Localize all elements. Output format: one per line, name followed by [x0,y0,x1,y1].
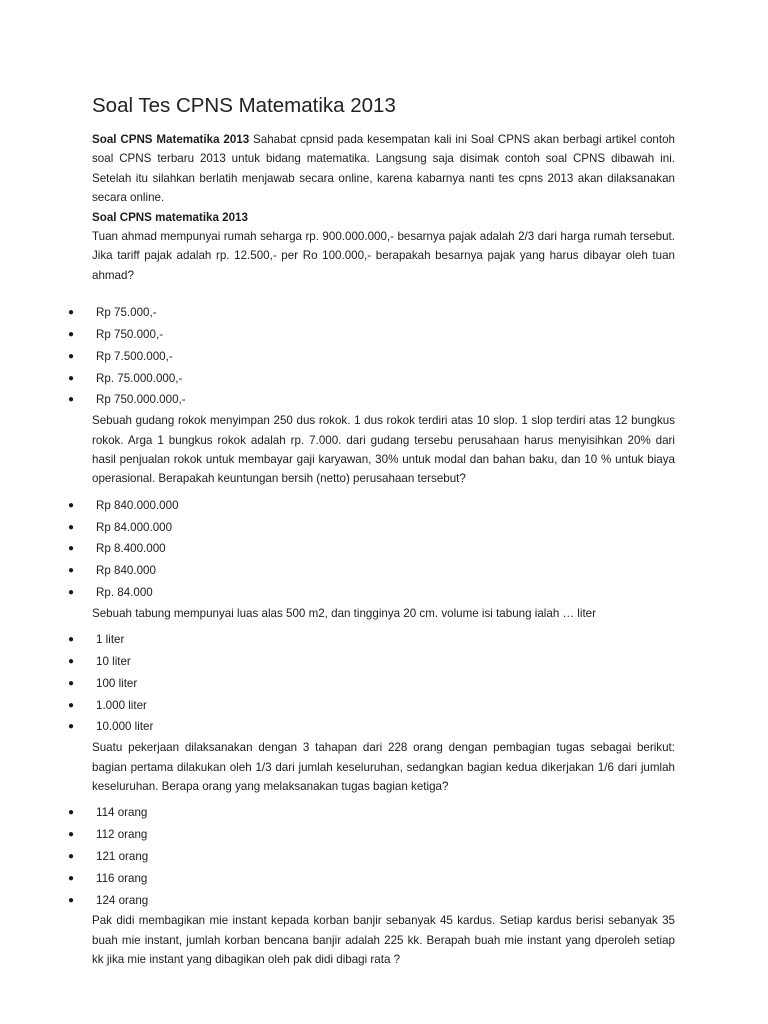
question-4-options [68,802,675,911]
option-text: 1 liter [96,633,125,647]
question-2-text: Sebuah gudang rokok menyimpan 250 dus rokok. 1 dus rokok terdiri atas 10 slop. 1 slop terdiri atas 12 bungkus rokok. Arga 1 bungkus rokok adalah rp. 7.000. dari gudang tersebu perusahaan harus menyisihkan 20% dari hasil penjualan rokok untuk membayar gaji karyawan, 30% untuk modal dan bahan baku, dan 10 % untuk biaya operasional. Berapakah keuntungan bersih (netto) perusahaan tersebut? [92,414,675,486]
option-item [68,368,675,390]
option-text: 124 orang [96,893,149,907]
option-text: Rp 8.400.000 [96,542,166,556]
bullet-icon: ● [68,329,75,341]
option-text: 116 orang [96,871,148,885]
bullet-icon: ● [68,677,75,689]
option-item [68,538,675,560]
bullet-icon: ● [68,851,75,863]
option-text: 100 liter [96,676,138,690]
question-5-text: Pak didi membagikan mie instant kepada korban banjir sebanyak 45 kardus. Setiap kardus berisi sebanyak 35 buah mie instant, jumlah korban bencana banjir adalah 225 kk. Berapah buah mie instant yang dperoleh setiap kk jika mie instant yang dibagikan oleh pak didi dibagi rata ? [92,914,675,967]
option-item [68,560,675,582]
bullet-icon: ● [68,721,75,733]
intro-bold-lead: Soal CPNS Matematika 2013 [92,133,250,146]
question-1-options [68,302,675,411]
option-item [68,890,675,912]
question-2-options [68,495,675,604]
option-item [68,389,675,411]
option-item [68,716,675,738]
bullet-icon: ● [68,656,75,668]
option-text: 112 orang [96,828,148,842]
option-item [68,324,675,346]
bullet-icon: ● [68,499,75,511]
option-item [68,517,675,539]
option-item [68,629,675,651]
option-text: 1.000 liter [96,698,147,712]
bullet-icon: ● [68,565,75,577]
option-item [68,673,675,695]
option-text: Rp 750.000,- [96,328,164,342]
bullet-icon: ● [68,829,75,841]
option-item [68,582,675,604]
option-item [68,302,675,324]
question-3-options [68,629,675,738]
option-text: Rp 84.000.000 [96,520,173,534]
question-1-text: Tuan ahmad mempunyai rumah seharga rp. 900.000.000,- besarnya pajak adalah 2/3 dari harga rumah tersebut. Jika tariff pajak adalah rp. 12.500,- per Ro 100.000,- berapakah besarnya pajak yang harus dibayar oleh tuan ahmad? [92,230,675,282]
option-item [68,651,675,673]
bullet-icon: ● [68,350,75,362]
option-text: 121 orang [96,850,149,864]
bullet-icon: ● [68,634,75,646]
bullet-icon: ● [68,872,75,884]
bullet-icon: ● [68,521,75,533]
bullet-icon: ● [68,587,75,599]
intro-paragraph [92,130,675,208]
bullet-icon: ● [68,807,75,819]
bullet-icon: ● [68,543,75,555]
option-text: Rp 750.000.000,- [96,393,186,407]
page-title: Soal Tes CPNS Matematika 2013 [92,94,396,117]
option-text: Rp 75.000,- [96,306,157,320]
option-item [68,846,675,868]
question-3-text: Sebuah tabung mempunyai luas alas 500 m2, dan tingginya 20 cm. volume isi tabung ialah … liter [92,606,596,620]
option-item [68,824,675,846]
option-item [68,802,675,824]
bullet-icon: ● [68,394,75,406]
option-text: Rp 840.000 [96,564,156,578]
option-item [68,695,675,717]
bullet-icon: ● [68,307,75,319]
bullet-icon: ● [68,372,75,384]
article-body [68,130,675,970]
option-text: 10 liter [96,655,131,669]
intro-text: Sahabat cpnsid pada kesempatan kali ini Soal CPNS akan berbagi artikel contoh soal CPNS terbaru 2013 untuk bidang matematika. Langsung saja disimak contoh soal CPNS dibawah ini. Setelah itu silahkan berlatih menjawab secara online, karena kabarnya nanti tes cpns 2013 akan dilaksanakan secara online. [92,133,675,205]
bullet-icon: ● [68,699,75,711]
option-text: Rp. 84.000 [96,586,153,600]
section-subheading: Soal CPNS matematika 2013 [92,210,248,224]
bullet-icon: ● [68,894,75,906]
option-text: Rp 840.000.000 [96,498,179,512]
option-text: Rp. 75.000.000,- [96,371,183,385]
option-item [68,346,675,368]
question-4-text: Suatu pekerjaan dilaksanakan dengan 3 tahapan dari 228 orang dengan pembagian tugas sebagai berikut: bagian pertama dilakukan oleh 1/3 dari jumlah keseluruhan, sedangkan bagian kedua dikerjakan 1/6 dari jumlah keseluruhan. Berapa orang yang melaksanakan tugas bagian ketiga? [92,741,675,794]
option-item [68,495,675,517]
option-text: 114 orang [96,806,148,820]
option-item [68,868,675,890]
option-text: 10.000 liter [96,720,154,734]
option-text: Rp 7.500.000,- [96,349,173,363]
